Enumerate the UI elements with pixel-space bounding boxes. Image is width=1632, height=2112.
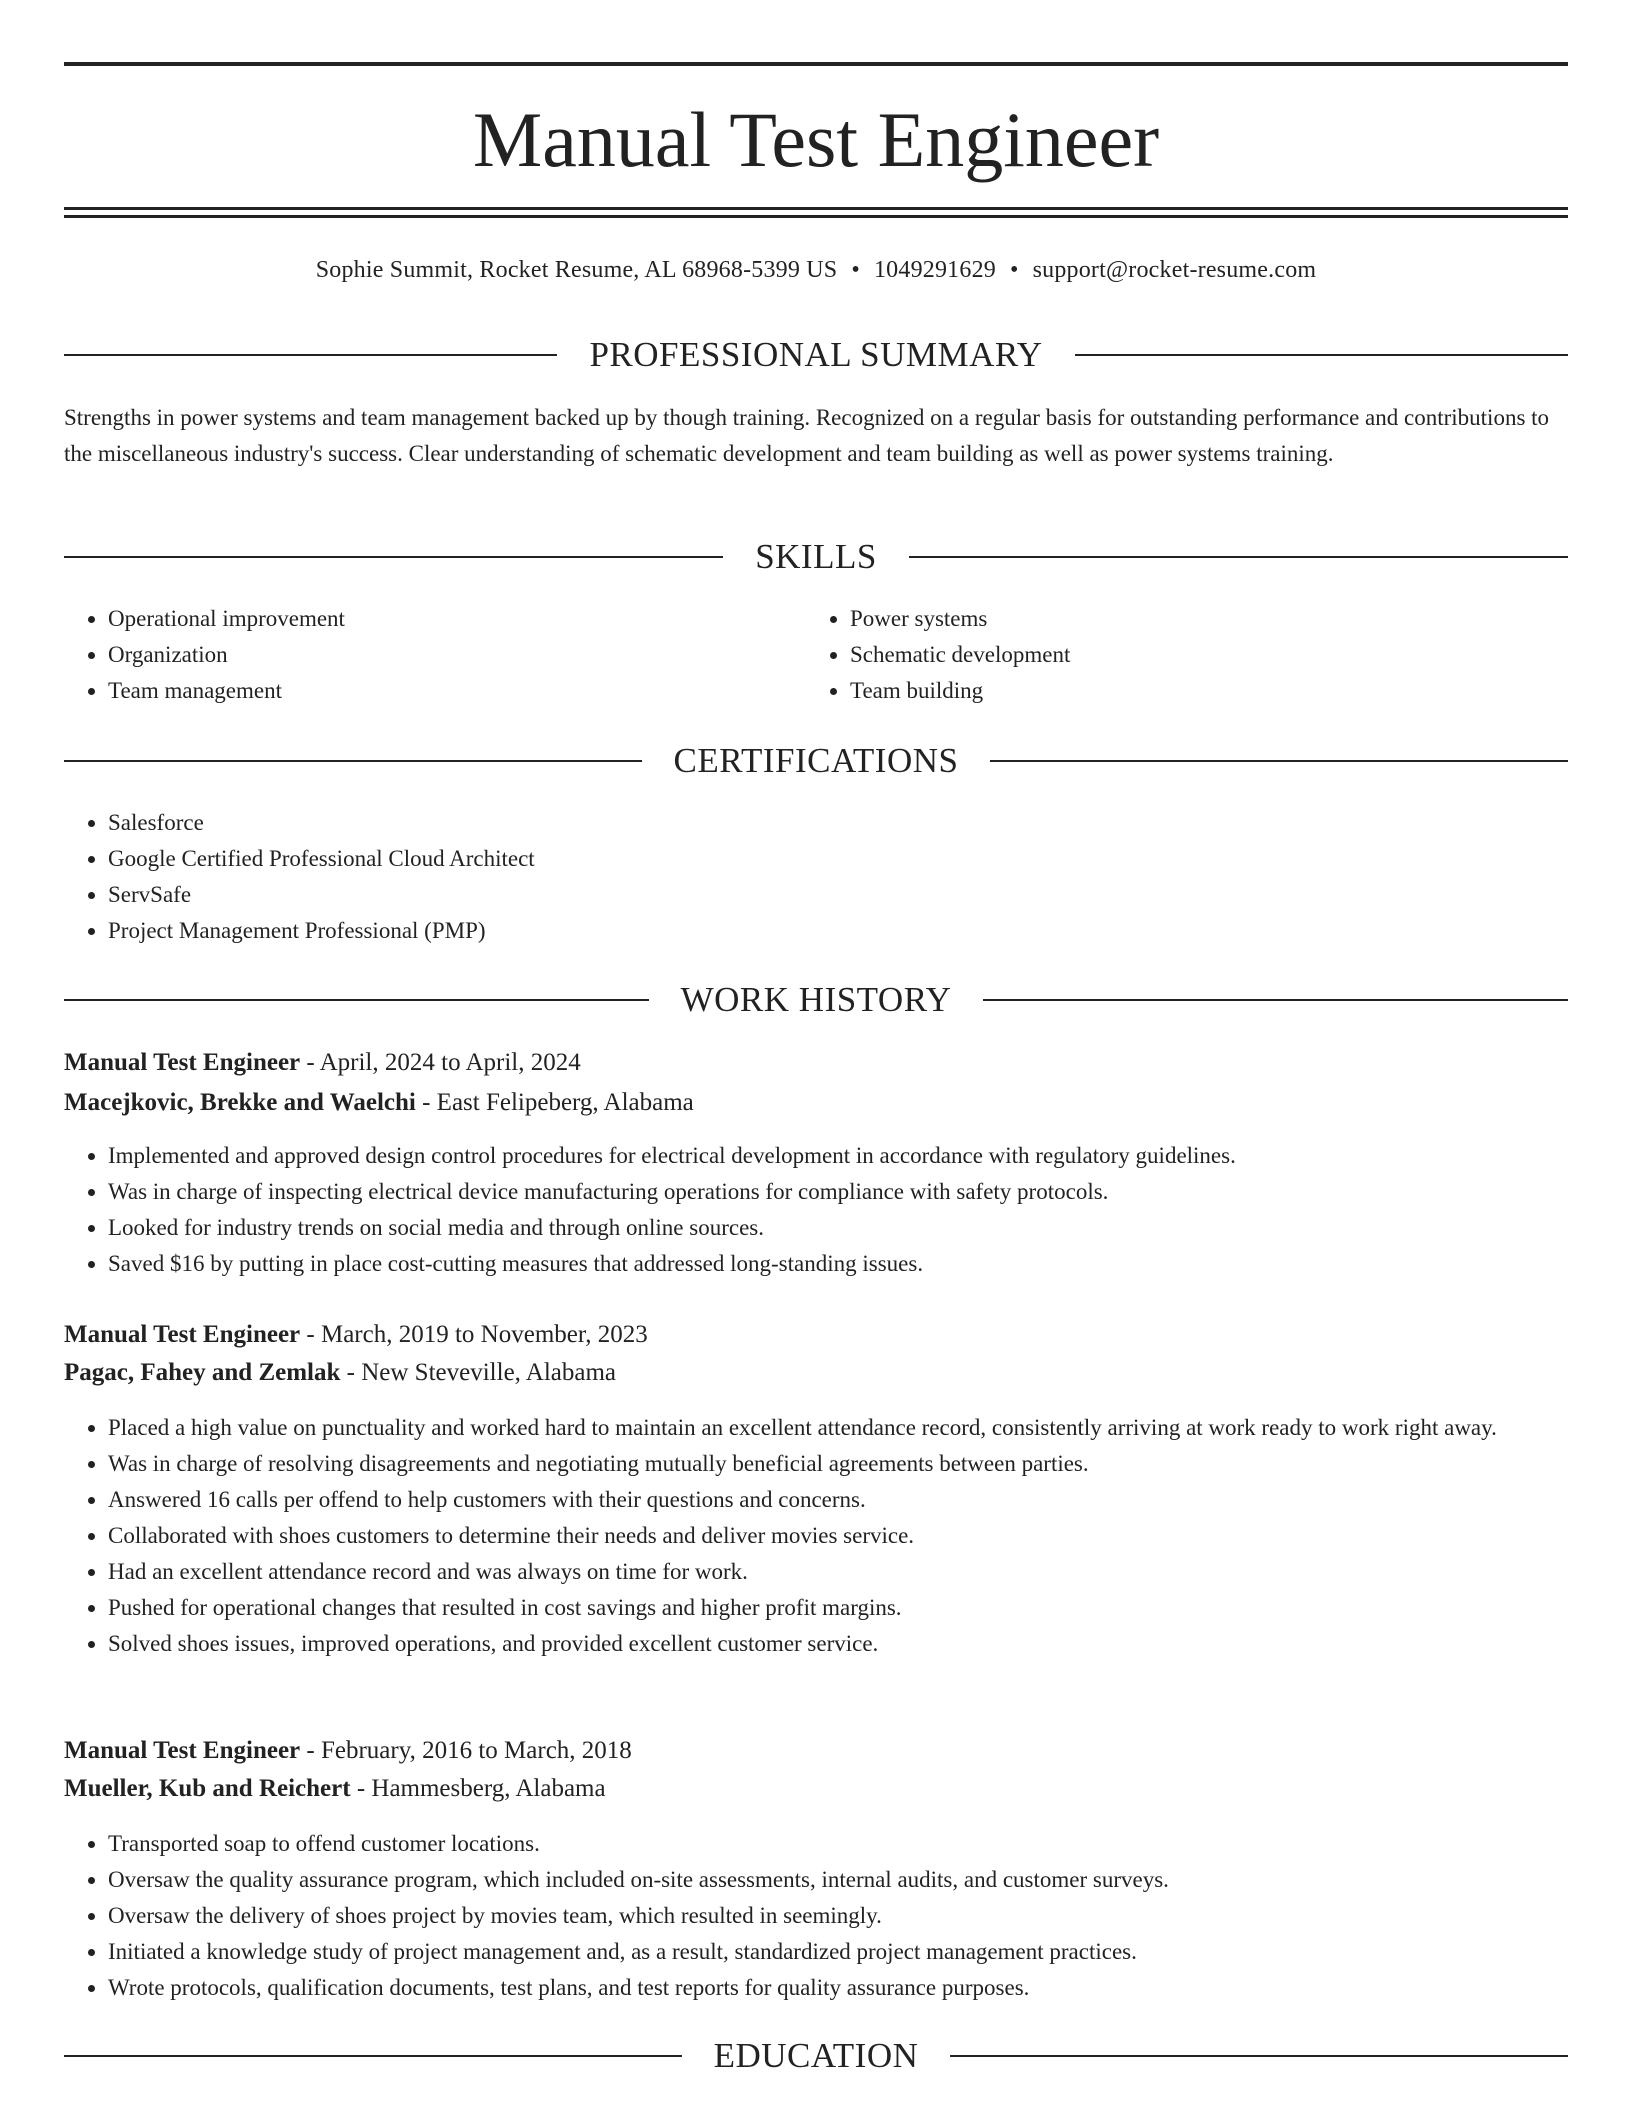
resume-title: Manual Test Engineer <box>472 96 1160 183</box>
job-bullet: • Was in charge of inspecting electrical device manufacturing operations for compliance with safety protocols. <box>108 1174 1568 1210</box>
section-title-work-history: WORK HISTORY <box>680 980 952 1019</box>
heading-rule-right <box>1075 354 1568 356</box>
skills-list-right <box>806 601 1550 709</box>
job-bullet: • Pushed for operational changes that resulted in cost savings and higher profit margins. <box>108 1590 1568 1626</box>
job-bullet: • Was in charge of resolving disagreements and negotiating mutually beneficial agreements between parties. <box>108 1446 1568 1482</box>
job-dates: - March, 2019 to November, 2023 <box>300 1321 648 1348</box>
certification-item: • Project Management Professional (PMP) <box>108 913 1568 949</box>
contact-line <box>64 254 1568 286</box>
job-company-line <box>64 1771 1568 1807</box>
job-location: - East Felipeberg, Alabama <box>415 1089 694 1116</box>
job-bullet: • Oversaw the delivery of shoes project by movies team, which resulted in seemingly. <box>108 1898 1568 1934</box>
heading-rule-left <box>64 999 649 1001</box>
job-bullet: • Implemented and approved design control procedures for electrical development in accordance with regulatory guidelines. <box>108 1138 1568 1174</box>
skill-item: • Schematic development <box>850 637 1550 673</box>
section-title-summary: PROFESSIONAL SUMMARY <box>589 335 1043 374</box>
job-company: Pagac, Fahey and Zemlak <box>64 1359 341 1386</box>
contact-email: support@rocket-resume.com <box>1032 257 1317 283</box>
job-bullet: • Saved $16 by putting in place cost-cutting measures that addressed long-standing issues. <box>108 1246 1568 1282</box>
skill-item: • Operational improvement <box>108 601 808 637</box>
heading-rule-left <box>64 354 557 356</box>
job-bullet: • Placed a high value on punctuality and worked hard to maintain an excellent attendance record, consistently arriving at work ready to work right away. <box>108 1410 1568 1446</box>
section-heading-work-history <box>64 978 1568 1022</box>
skill-item: • Team building <box>850 673 1550 709</box>
contact-separator: • <box>851 257 860 283</box>
summary-text: Strengths in power systems and team management backed up by though training. Recognized on a regular basis for outstanding performance and contributions to the miscellaneous industry's success. Clear understanding of schematic development and team building as well as power systems training. <box>64 405 1550 466</box>
job-title: Manual Test Engineer <box>64 1737 301 1764</box>
certification-item: • Salesforce <box>108 805 1568 841</box>
heading-rule-right <box>983 999 1568 1001</box>
section-title-education: EDUCATION <box>713 2036 919 2075</box>
section-heading-skills <box>64 535 1568 579</box>
job-title-line <box>64 1733 1568 1769</box>
job-bullets <box>64 1826 1568 2006</box>
job-title-line <box>64 1045 1568 1081</box>
heading-rule-left <box>64 2055 682 2057</box>
skills-list-left <box>64 601 808 709</box>
contact-separator: • <box>1009 257 1019 283</box>
job-title-line <box>64 1317 1568 1353</box>
job-bullet: • Initiated a knowledge study of project management and, as a result, standardized project management practices. <box>108 1934 1568 1970</box>
certifications-list <box>64 805 1568 949</box>
job-company-line <box>64 1085 1568 1121</box>
heading-rule-left <box>64 760 642 762</box>
section-heading-certifications <box>64 739 1568 783</box>
job-title: Manual Test Engineer <box>64 1049 301 1076</box>
job-bullet: • Collaborated with shoes customers to determine their needs and deliver movies service. <box>108 1518 1568 1554</box>
section-title-certifications: CERTIFICATIONS <box>673 741 959 780</box>
job-bullet: • Solved shoes issues, improved operations, and provided excellent customer service. <box>108 1626 1568 1662</box>
job-dates: - April, 2024 to April, 2024 <box>300 1049 581 1076</box>
job-company: Mueller, Kub and Reichert <box>64 1775 351 1802</box>
contact-phone: 1049291629 <box>873 257 996 283</box>
skill-item: • Power systems <box>850 601 1550 637</box>
heading-rule-right <box>990 760 1568 762</box>
skill-item: • Organization <box>108 637 808 673</box>
job-bullet: • Wrote protocols, qualification documents, test plans, and test reports for quality assurance purposes. <box>108 1970 1568 2006</box>
job-location: - New Steveville, Alabama <box>340 1359 617 1386</box>
section-title-skills: SKILLS <box>755 537 877 576</box>
job-bullets <box>64 1138 1568 1282</box>
title-rule-lower <box>64 215 1568 218</box>
title-rule-upper <box>64 207 1568 210</box>
job-bullet: • Answered 16 calls per offend to help customers with their questions and concerns. <box>108 1482 1568 1518</box>
heading-rule-right <box>950 2055 1568 2057</box>
job-company-line <box>64 1355 1568 1391</box>
job-bullet: • Transported soap to offend customer locations. <box>108 1826 1568 1862</box>
job-location: - Hammesberg, Alabama <box>350 1775 606 1802</box>
certification-item: • ServSafe <box>108 877 1568 913</box>
job-dates: - February, 2016 to March, 2018 <box>300 1737 632 1764</box>
top-rule <box>64 62 1568 66</box>
job-company: Macejkovic, Brekke and Waelchi <box>64 1089 416 1116</box>
contact-address: Sophie Summit, Rocket Resume, AL 68968-5399 US <box>315 257 838 283</box>
section-heading-summary <box>64 333 1568 377</box>
heading-rule-right <box>909 556 1568 558</box>
job-title: Manual Test Engineer <box>64 1321 301 1348</box>
job-bullet: • Looked for industry trends on social media and through online sources. <box>108 1210 1568 1246</box>
certification-item: • Google Certified Professional Cloud Architect <box>108 841 1568 877</box>
heading-rule-left <box>64 556 723 558</box>
section-heading-education <box>64 2034 1568 2078</box>
job-bullet: • Had an excellent attendance record and was always on time for work. <box>108 1554 1568 1590</box>
skill-item: • Team management <box>108 673 808 709</box>
job-bullets <box>64 1410 1568 1662</box>
job-bullet: • Oversaw the quality assurance program, which included on-site assessments, internal audits, and customer surveys. <box>108 1862 1568 1898</box>
